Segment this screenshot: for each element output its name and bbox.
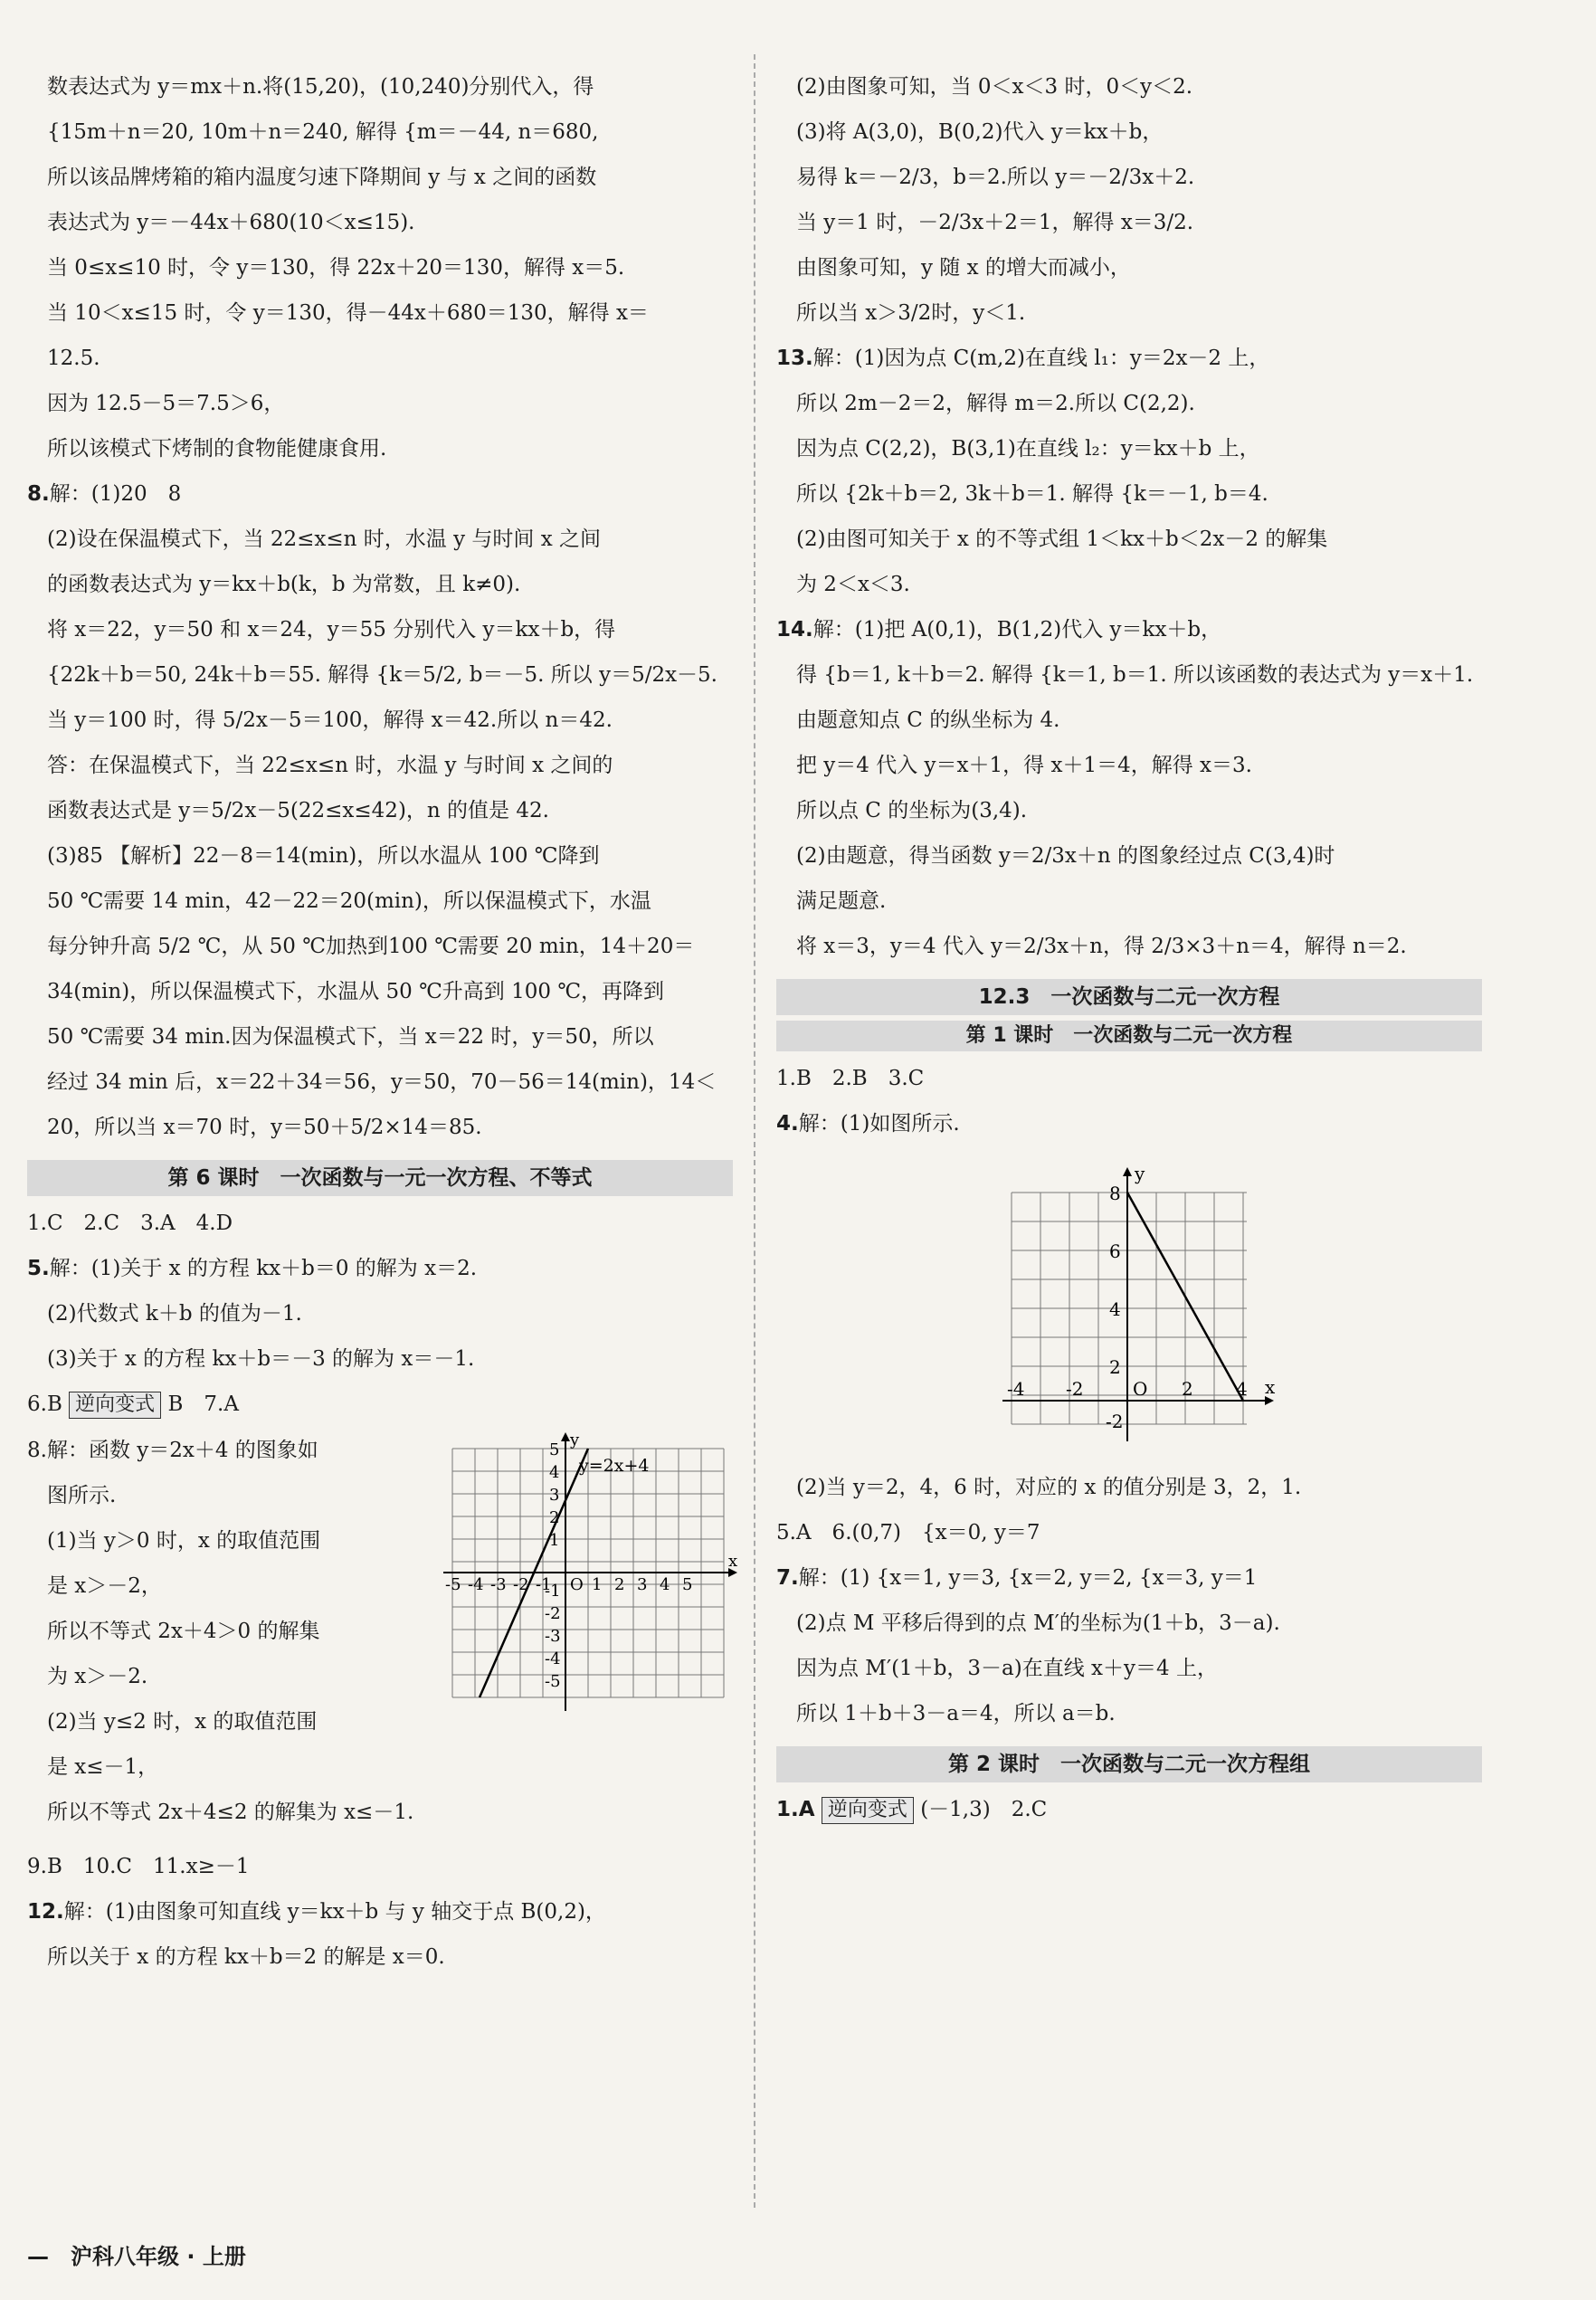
last-q1: 1.A — [776, 1798, 815, 1821]
q8-line: 8.解：函数 y＝2x＋4 的图象如 — [27, 1439, 318, 1462]
left-line — [27, 527, 733, 553]
left-line — [27, 1024, 733, 1050]
right3-line — [776, 1565, 1482, 1592]
left-block-1 — [27, 74, 733, 1141]
left-text: 当 0≤x≤10 时，令 y＝130，得 22x＋20＝130，解得 x＝5. — [47, 256, 625, 280]
q6-answer: 6.B — [27, 1392, 62, 1416]
right-line — [776, 391, 1482, 417]
svg-text:O: O — [1133, 1378, 1148, 1400]
svg-text:-2: -2 — [513, 1575, 529, 1594]
right-text: 由题意知点 C 的纵坐标为 4. — [796, 708, 1060, 732]
left-text: 当 y＝100 时，得 5/2x－5＝100，解得 x＝42.所以 n＝42. — [47, 708, 613, 732]
left-line — [27, 934, 733, 960]
left-text: 将 x＝22，y＝50 和 x＝24，y＝55 分别代入 y＝kx＋b，得 — [47, 618, 616, 642]
left-line — [27, 436, 733, 462]
svg-text:1: 1 — [592, 1575, 603, 1594]
right-text: 把 y＝4 代入 y＝x＋1，得 x＋1＝4，解得 x＝3. — [796, 754, 1252, 777]
svg-text:y: y — [570, 1430, 580, 1449]
right-line — [776, 481, 1482, 508]
q8-line: 是 x≤－1， — [47, 1755, 159, 1779]
question-number: 13. — [776, 347, 813, 370]
lesson-1-heading: 第 1 课时 一次函数与二元一次方程 — [776, 1021, 1482, 1051]
right2-line — [776, 1111, 1482, 1137]
left2-line — [27, 1256, 733, 1282]
column-divider — [754, 54, 755, 2208]
q8-block — [27, 1430, 738, 1854]
right-text: (2)由图象可知，当 0＜x＜3 时，0＜y＜2. — [796, 75, 1193, 99]
left2-text: 1.C 2.C 3.A 4.D — [27, 1212, 233, 1235]
last-answers: (－1,3) 2.C — [920, 1798, 1048, 1821]
left-text: 每分钟升高 5/2 ℃，从 50 ℃加热到100 ℃需要 20 min，14＋20＝ — [47, 935, 695, 958]
svg-text:y: y — [1135, 1163, 1145, 1184]
right-line — [776, 572, 1482, 598]
svg-text:2: 2 — [1109, 1356, 1121, 1378]
left-text: 的函数表达式为 y＝kx＋b(k，b 为常数，且 k≠0). — [47, 573, 521, 596]
right-text: 解：(1)因为点 C(m,2)在直线 l₁：y＝2x－2 上， — [812, 347, 1270, 370]
q8-line: 所以不等式 2x＋4≤2 的解集为 x≤－1. — [47, 1801, 414, 1824]
svg-text:O: O — [570, 1575, 584, 1594]
reverse-variant-box: 逆向变式 — [69, 1392, 161, 1419]
left-line — [27, 617, 733, 643]
right-text: 所以 {2k＋b＝2, 3k＋b＝1. 解得 {k＝－1, b＝4. — [796, 482, 1268, 506]
left3-text: 解：(1)由图象可知直线 y＝kx＋b 与 y 轴交于点 B(0,2)， — [63, 1900, 606, 1924]
q8-text — [27, 1438, 443, 1845]
left2-line — [27, 1211, 733, 1237]
left-line — [27, 74, 733, 100]
right3-text: 解：(1) {x＝1, y＝3, {x＝2, y＝2, {x＝3, y＝1 — [798, 1566, 1258, 1590]
right3-text: (2)当 y＝2，4，6 时，对应的 x 的值分别是 3，2，1. — [796, 1476, 1302, 1499]
right-line — [776, 436, 1482, 462]
right-line — [776, 753, 1482, 779]
svg-text:-2: -2 — [545, 1604, 561, 1623]
lesson-2-heading: 第 2 课时 一次函数与二元一次方程组 — [776, 1746, 1482, 1782]
section-12-3-heading: 12.3 一次函数与二元一次方程 — [776, 979, 1482, 1015]
left-text: {15m＋n＝20, 10m＋n＝240, 解得 {m＝－44, n＝680, — [47, 120, 599, 144]
right-text: 所以点 C 的坐标为(3,4). — [796, 799, 1028, 822]
question-number: 7. — [776, 1566, 799, 1590]
question-number: 14. — [776, 618, 813, 642]
svg-text:-5: -5 — [545, 1672, 561, 1691]
left-line — [27, 708, 733, 734]
svg-text:8: 8 — [1109, 1183, 1121, 1204]
svg-text:2: 2 — [614, 1575, 625, 1594]
right-line — [776, 165, 1482, 191]
question-number: 5. — [27, 1257, 50, 1280]
svg-text:-1: -1 — [536, 1575, 552, 1594]
svg-text:x: x — [1265, 1376, 1276, 1398]
svg-text:3: 3 — [637, 1575, 648, 1594]
right-text: 所以当 x＞3/2时，y＜1. — [796, 301, 1026, 325]
right-text: (3)将 A(3,0)，B(0,2)代入 y＝kx＋b， — [796, 120, 1164, 144]
left3-text: 所以关于 x 的方程 kx＋b＝2 的解是 x＝0. — [47, 1945, 445, 1969]
right-line — [776, 843, 1482, 870]
left-line — [27, 210, 733, 236]
svg-text:-4: -4 — [545, 1649, 561, 1668]
right-block-2 — [776, 1066, 1482, 1137]
left-text: 答：在保温模式下，当 22≤x≤n 时，水温 y 与时间 x 之间的 — [47, 754, 613, 777]
svg-text:6: 6 — [1109, 1240, 1121, 1262]
q8-line: 所以不等式 2x＋4＞0 的解集 — [47, 1620, 320, 1643]
right3-line — [776, 1475, 1482, 1501]
left-line — [27, 798, 733, 824]
right-line — [776, 708, 1482, 734]
q8-line: (1)当 y＞0 时，x 的取值范围 — [47, 1529, 321, 1553]
left-line — [27, 119, 733, 146]
left-line — [27, 572, 733, 598]
right-text: 所以 2m－2＝2，解得 m＝2.所以 C(2,2). — [796, 392, 1195, 415]
left-text: 20，所以当 x＝70 时，y＝50＋5/2×14＝85. — [47, 1116, 482, 1139]
svg-text:-1: -1 — [545, 1582, 561, 1601]
left-text: 所以该品牌烤箱的箱内温度匀速下降期间 y 与 x 之间的函数 — [47, 166, 597, 189]
left-line — [27, 346, 733, 372]
right-line — [776, 210, 1482, 236]
left-line — [27, 843, 733, 870]
svg-text:3: 3 — [549, 1486, 560, 1505]
right3-text: 5.A 6.(0,7) {x＝0, y＝7 — [776, 1521, 1040, 1544]
svg-text:-2: -2 — [1106, 1411, 1124, 1432]
left2-line — [27, 1301, 733, 1327]
left-text: 数表达式为 y＝mx＋n.将(15,20)，(10,240)分别代入，得 — [47, 75, 594, 99]
svg-text:5: 5 — [549, 1440, 560, 1459]
page-footer: — 沪科八年级 · 上册 — [27, 2244, 246, 2269]
svg-text:-2: -2 — [1066, 1378, 1084, 1400]
right-line — [776, 346, 1482, 372]
graph-y-2x-plus-4 — [425, 1430, 742, 1729]
left-text: 函数表达式是 y＝5/2x－5(22≤x≤42)，n 的值是 42. — [47, 799, 549, 822]
left-line — [27, 165, 733, 191]
left-line — [27, 1115, 733, 1141]
q6-line — [27, 1392, 733, 1419]
right3-text: 因为点 M′(1＋b，3－a)在直线 x＋y＝4 上， — [796, 1657, 1218, 1680]
right-line — [776, 889, 1482, 915]
svg-text:-4: -4 — [1007, 1378, 1025, 1400]
right-block-3 — [776, 1475, 1482, 1727]
left2-text: (3)关于 x 的方程 kx＋b＝－3 的解为 x＝－1. — [47, 1347, 475, 1371]
left-text: 解：(1)20 8 — [49, 482, 182, 506]
svg-text:-5: -5 — [445, 1575, 461, 1594]
left3-line — [27, 1899, 733, 1925]
svg-text:4: 4 — [549, 1463, 560, 1482]
left-text: 经过 34 min 后，x＝22＋34＝56，y＝50，70－56＝14(min)，14＜ — [47, 1070, 717, 1094]
left-text: 50 ℃需要 34 min.因为保温模式下，当 x＝22 时，y＝50，所以 — [47, 1025, 654, 1049]
right3-text: 所以 1＋b＋3－a＝4，所以 a＝b. — [796, 1702, 1116, 1725]
left-text: 12.5. — [47, 347, 100, 370]
question-number: 4. — [776, 1112, 799, 1136]
q8-line: (2)当 y≤2 时，x 的取值范围 — [47, 1710, 318, 1734]
right3-line — [776, 1701, 1482, 1727]
svg-text:-3: -3 — [490, 1575, 507, 1594]
right-block-1 — [776, 74, 1482, 960]
section-6-heading: 第 6 课时 一次函数与一元一次方程、不等式 — [27, 1160, 733, 1196]
right2-line — [776, 1066, 1482, 1092]
lesson2-answers-line — [776, 1797, 1482, 1824]
right2-text: 解：(1)如图所示. — [798, 1112, 960, 1136]
graph-q4 — [776, 1156, 1482, 1455]
left3-line — [27, 1944, 733, 1971]
svg-text:x: x — [728, 1552, 738, 1571]
svg-text:-3: -3 — [545, 1627, 561, 1646]
left3-line — [27, 1854, 733, 1880]
left2-line — [27, 1346, 733, 1373]
svg-text:2: 2 — [549, 1508, 560, 1527]
svg-text:1: 1 — [549, 1531, 560, 1550]
right-line — [776, 934, 1482, 960]
question-number: 12. — [27, 1900, 64, 1924]
left2-text: 解：(1)关于 x 的方程 kx＋b＝0 的解为 x＝2. — [49, 1257, 478, 1280]
right3-line — [776, 1520, 1482, 1546]
question-number: 8. — [27, 482, 50, 506]
right-text: 易得 k＝－2/3，b＝2.所以 y＝－2/3x＋2. — [796, 166, 1195, 189]
left-column — [27, 74, 738, 1990]
svg-text:4: 4 — [1109, 1298, 1121, 1320]
left-line — [27, 391, 733, 417]
left-line — [27, 979, 733, 1005]
q8-line: 是 x＞－2， — [47, 1574, 162, 1598]
right-line — [776, 74, 1482, 100]
right-line — [776, 300, 1482, 327]
left-text: 表达式为 y＝－44x＋680(10＜x≤15). — [47, 211, 415, 234]
right3-line — [776, 1656, 1482, 1682]
right-line — [776, 255, 1482, 281]
right-line — [776, 617, 1482, 643]
left-text: (3)85 【解析】22－8＝14(min)，所以水温从 100 ℃降到 — [47, 844, 600, 868]
q6-q7-answer: B 7.A — [167, 1392, 239, 1416]
left-text: 当 10＜x≤15 时，令 y＝130，得－44x＋680＝130，解得 x＝ — [47, 301, 649, 325]
left-block-2 — [27, 1211, 733, 1373]
right-text: 因为点 C(2,2)，B(3,1)在直线 l₂：y＝kx＋b 上， — [796, 437, 1260, 461]
svg-text:y=2x+4: y=2x+4 — [579, 1456, 650, 1476]
right-text: 将 x＝3，y＝4 代入 y＝2/3x＋n，得 2/3×3＋n＝4，解得 n＝2. — [796, 935, 1407, 958]
left2-text: (2)代数式 k＋b 的值为－1. — [47, 1302, 302, 1326]
right-column — [776, 74, 1482, 1843]
right-line — [776, 798, 1482, 824]
svg-text:4: 4 — [1236, 1378, 1248, 1400]
right-text: 解：(1)把 A(0,1)，B(1,2)代入 y＝kx＋b， — [812, 618, 1222, 642]
left-text: (2)设在保温模式下，当 22≤x≤n 时，水温 y 与时间 x 之间 — [47, 527, 602, 551]
right2-text: 1.B 2.B 3.C — [776, 1067, 925, 1090]
left-line — [27, 889, 733, 915]
reverse-variant-box-2: 逆向变式 — [822, 1797, 914, 1824]
left-line — [27, 1069, 733, 1096]
q8-line: 为 x＞－2. — [47, 1665, 148, 1688]
svg-text:-4: -4 — [468, 1575, 484, 1594]
right3-line — [776, 1611, 1482, 1637]
right-line — [776, 119, 1482, 146]
right-text: 由图象可知，y 随 x 的增大而减小， — [796, 256, 1131, 280]
right-text: (2)由图可知关于 x 的不等式组 1＜kx＋b＜2x－2 的解集 — [796, 527, 1328, 551]
svg-text:5: 5 — [682, 1575, 693, 1594]
left-block-3 — [27, 1854, 733, 1971]
right3-text: (2)点 M 平移后得到的点 M′的坐标为(1＋b，3－a). — [796, 1611, 1280, 1635]
left-text: 34(min)，所以保温模式下，水温从 50 ℃升高到 100 ℃，再降到 — [47, 980, 665, 1003]
left-line — [27, 300, 733, 327]
right-text: (2)由题意，得当函数 y＝2/3x＋n 的图象经过点 C(3,4)时 — [796, 844, 1335, 868]
right-text: 当 y＝1 时，－2/3x＋2＝1，解得 x＝3/2. — [796, 211, 1194, 234]
right-text: 满足题意. — [796, 889, 887, 913]
left-text: {22k＋b＝50, 24k＋b＝55. 解得 {k＝5/2, b＝－5. 所以 y＝5/2x－5. — [47, 663, 717, 687]
right-text: 为 2＜x＜3. — [796, 573, 910, 596]
left-text: 所以该模式下烤制的食物能健康食用. — [47, 437, 387, 461]
q8-line: 图所示. — [47, 1484, 117, 1507]
left3-text: 9.B 10.C 11.x≥－1 — [27, 1855, 250, 1878]
right-line — [776, 527, 1482, 553]
left-text: 50 ℃需要 14 min，42－22＝20(min)，所以保温模式下，水温 — [47, 889, 651, 913]
left-line — [27, 662, 733, 689]
graph-q4-figure — [776, 1156, 1482, 1459]
svg-text:2: 2 — [1182, 1378, 1193, 1400]
svg-text:4: 4 — [660, 1575, 670, 1594]
right-text: 得 {b＝1, k＋b＝2. 解得 {k＝1, b＝1. 所以该函数的表达式为 y＝x＋1. — [796, 663, 1474, 687]
left-line — [27, 255, 733, 281]
left-line — [27, 753, 733, 779]
right-line — [776, 662, 1482, 689]
left-text: 因为 12.5－5＝7.5＞6， — [47, 392, 285, 415]
left-line — [27, 481, 733, 508]
